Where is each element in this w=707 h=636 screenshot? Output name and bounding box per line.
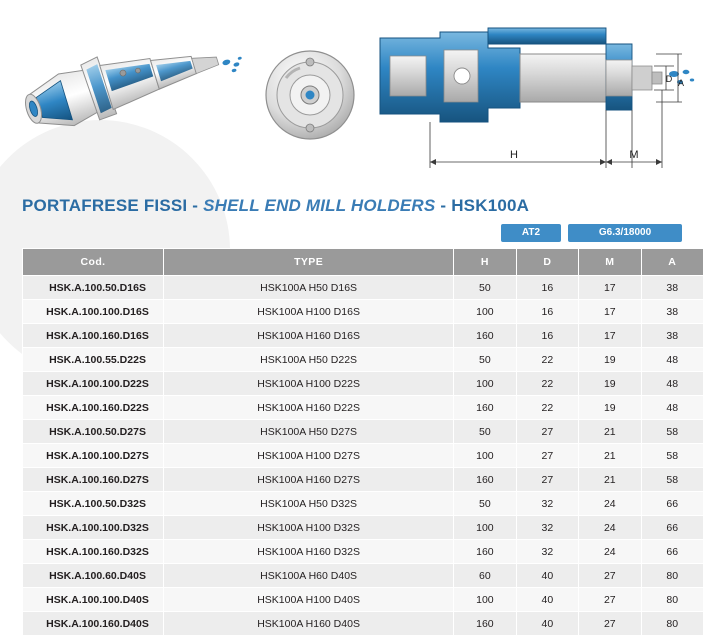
cell-d: 22	[516, 396, 578, 420]
cell-h: 160	[454, 612, 516, 636]
cell-type: HSK100A H160 D22S	[164, 396, 454, 420]
cell-d: 40	[516, 588, 578, 612]
table-row	[23, 420, 704, 444]
cell-m: 17	[579, 300, 641, 324]
cell-m: 21	[579, 420, 641, 444]
table-row	[23, 276, 704, 300]
cell-h: 100	[454, 444, 516, 468]
cell-cod: HSK.A.100.60.D40S	[23, 564, 164, 588]
cell-d: 16	[516, 324, 578, 348]
cell-h: 100	[454, 516, 516, 540]
table-row	[23, 396, 704, 420]
cell-h: 100	[454, 300, 516, 324]
cell-type: HSK100A H50 D16S	[164, 276, 454, 300]
cell-m: 19	[579, 396, 641, 420]
cell-h: 160	[454, 396, 516, 420]
table-row	[23, 564, 704, 588]
cell-d: 32	[516, 492, 578, 516]
product-spec-table	[22, 248, 704, 636]
cell-h: 50	[454, 348, 516, 372]
table-row	[23, 444, 704, 468]
cell-h: 50	[454, 420, 516, 444]
cell-type: HSK100A H160 D40S	[164, 612, 454, 636]
cell-a: 66	[641, 516, 703, 540]
cell-d: 40	[516, 564, 578, 588]
cell-cod: HSK.A.100.160.D32S	[23, 540, 164, 564]
column-header-m: M	[579, 249, 641, 276]
cell-d: 22	[516, 348, 578, 372]
cell-type: HSK100A H160 D16S	[164, 324, 454, 348]
cell-type: HSK100A H50 D27S	[164, 420, 454, 444]
cell-a: 48	[641, 372, 703, 396]
cell-type: HSK100A H100 D32S	[164, 516, 454, 540]
cell-h: 160	[454, 324, 516, 348]
table-row	[23, 468, 704, 492]
tool-dimension-drawing	[370, 10, 700, 185]
cell-h: 50	[454, 492, 516, 516]
cell-type: HSK100A H160 D32S	[164, 540, 454, 564]
badge-row	[0, 224, 707, 246]
accuracy-badge: AT2	[501, 224, 561, 242]
column-header-d: D	[516, 249, 578, 276]
cell-m: 24	[579, 492, 641, 516]
cell-a: 58	[641, 444, 703, 468]
cell-a: 38	[641, 276, 703, 300]
cell-type: HSK100A H100 D22S	[164, 372, 454, 396]
cell-type: HSK100A H100 D40S	[164, 588, 454, 612]
cell-cod: HSK.A.100.50.D32S	[23, 492, 164, 516]
cell-m: 17	[579, 276, 641, 300]
table-row	[23, 612, 704, 636]
cell-d: 16	[516, 276, 578, 300]
cell-cod: HSK.A.100.160.D27S	[23, 468, 164, 492]
cell-a: 80	[641, 588, 703, 612]
dimension-label-m: M	[629, 149, 639, 161]
column-header-cod: Cod.	[23, 249, 164, 276]
cell-cod: HSK.A.100.160.D16S	[23, 324, 164, 348]
cell-cod: HSK.A.100.100.D27S	[23, 444, 164, 468]
cell-a: 48	[641, 396, 703, 420]
cell-a: 66	[641, 492, 703, 516]
column-header-type: TYPE	[164, 249, 454, 276]
cell-d: 27	[516, 444, 578, 468]
column-header-h: H	[454, 249, 516, 276]
balancing-badge: G6.3/18000	[568, 224, 682, 242]
cell-d: 32	[516, 516, 578, 540]
cell-m: 19	[579, 348, 641, 372]
cell-type: HSK100A H60 D40S	[164, 564, 454, 588]
table-row	[23, 540, 704, 564]
title-part-italian: PORTAFRESE FISSI	[22, 196, 188, 215]
dimension-label-d: D	[665, 74, 673, 84]
tool-cutaway-illustration	[10, 14, 250, 179]
cell-a: 48	[641, 348, 703, 372]
title-part-model: HSK100A	[451, 196, 530, 215]
cell-m: 24	[579, 516, 641, 540]
cell-a: 38	[641, 300, 703, 324]
title-separator-2: -	[440, 196, 447, 215]
cell-a: 58	[641, 420, 703, 444]
table-row	[23, 324, 704, 348]
cell-a: 80	[641, 564, 703, 588]
cell-h: 60	[454, 564, 516, 588]
cell-d: 27	[516, 468, 578, 492]
cell-d: 22	[516, 372, 578, 396]
cell-h: 50	[454, 276, 516, 300]
table-row	[23, 492, 704, 516]
table-row	[23, 300, 704, 324]
page-title	[0, 190, 707, 224]
table-header-row	[23, 249, 704, 276]
cell-h: 160	[454, 468, 516, 492]
cell-h: 160	[454, 540, 516, 564]
cell-cod: HSK.A.100.55.D22S	[23, 348, 164, 372]
cell-cod: HSK.A.100.100.D32S	[23, 516, 164, 540]
cell-m: 17	[579, 324, 641, 348]
cell-d: 16	[516, 300, 578, 324]
cell-m: 27	[579, 588, 641, 612]
cell-h: 100	[454, 588, 516, 612]
cell-type: HSK100A H50 D22S	[164, 348, 454, 372]
cell-a: 66	[641, 540, 703, 564]
cell-a: 80	[641, 612, 703, 636]
cell-cod: HSK.A.100.50.D16S	[23, 276, 164, 300]
cell-d: 27	[516, 420, 578, 444]
tool-front-view-illustration	[255, 40, 365, 150]
table-row	[23, 516, 704, 540]
table-row	[23, 372, 704, 396]
cell-a: 38	[641, 324, 703, 348]
table-row	[23, 348, 704, 372]
title-separator-1: -	[192, 196, 199, 215]
cell-h: 100	[454, 372, 516, 396]
column-header-a: A	[641, 249, 703, 276]
cell-type: HSK100A H100 D16S	[164, 300, 454, 324]
cell-d: 32	[516, 540, 578, 564]
cell-type: HSK100A H100 D27S	[164, 444, 454, 468]
cell-d: 40	[516, 612, 578, 636]
cell-type: HSK100A H50 D32S	[164, 492, 454, 516]
cell-m: 21	[579, 468, 641, 492]
cell-type: HSK100A H160 D27S	[164, 468, 454, 492]
dimension-label-a: A	[677, 78, 685, 88]
cell-m: 27	[579, 564, 641, 588]
product-illustrations	[0, 0, 707, 190]
cell-m: 21	[579, 444, 641, 468]
cell-m: 27	[579, 612, 641, 636]
cell-m: 19	[579, 372, 641, 396]
cell-cod: HSK.A.100.100.D16S	[23, 300, 164, 324]
cell-cod: HSK.A.100.50.D27S	[23, 420, 164, 444]
cell-cod: HSK.A.100.160.D40S	[23, 612, 164, 636]
cell-m: 24	[579, 540, 641, 564]
cell-a: 58	[641, 468, 703, 492]
title-part-english: SHELL END MILL HOLDERS	[203, 196, 436, 215]
cell-cod: HSK.A.100.100.D40S	[23, 588, 164, 612]
cell-cod: HSK.A.100.160.D22S	[23, 396, 164, 420]
cell-cod: HSK.A.100.100.D22S	[23, 372, 164, 396]
dimension-label-h: H	[510, 149, 518, 161]
